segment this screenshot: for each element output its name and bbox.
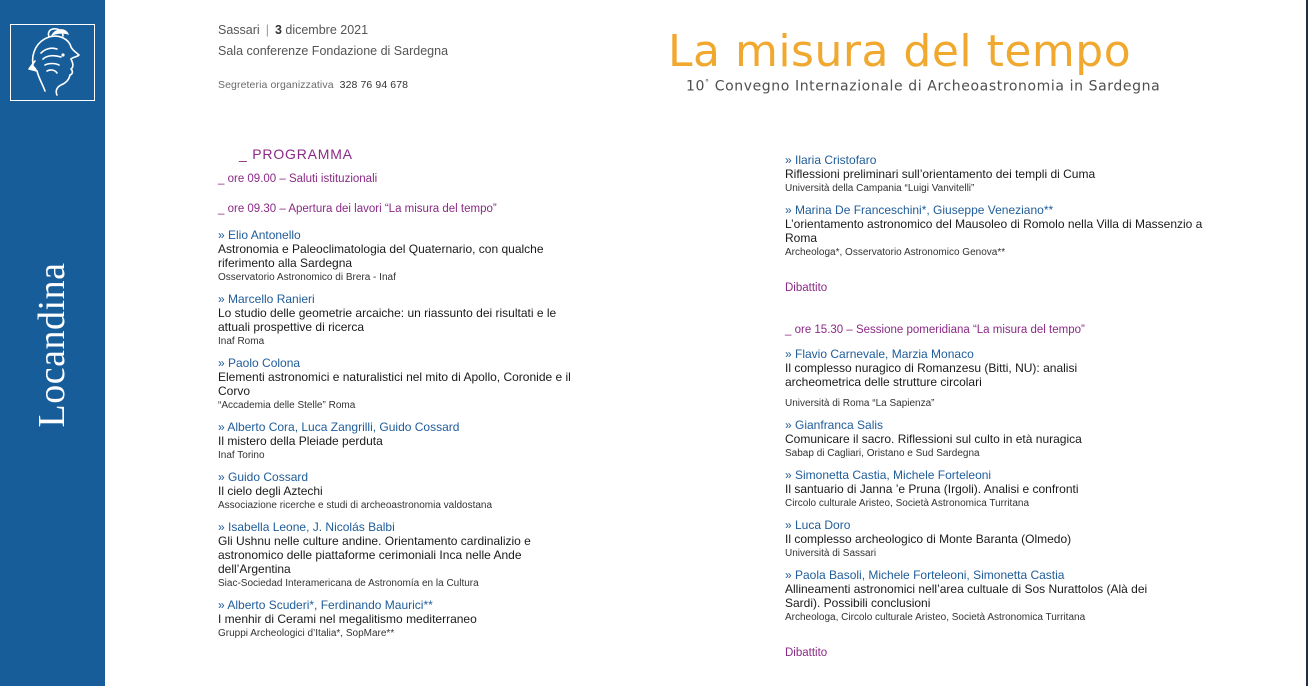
talk-entry: [785, 203, 1205, 259]
talk-speaker: » Guido Cossard: [218, 470, 309, 484]
talk-affiliation: Università di Roma “La Sapienza”: [785, 398, 935, 409]
talk-affiliation: Sabap di Cagliari, Oristano e Sud Sardegna: [785, 448, 980, 459]
sidebar-vertical-label: Locandina: [31, 262, 73, 428]
talk-title: Il complesso nuragico di Romanzesu (Bitti, NU): analisi archeometrica delle strutture circolari: [785, 361, 1078, 389]
athena-helmet-logo: [10, 24, 95, 101]
talk-affiliation: Osservatorio Astronomico di Brera - Inaf: [218, 272, 396, 283]
talk-title: Elementi astronomici e naturalistici nel mito di Apollo, Coronide e il Corvo: [218, 370, 571, 398]
talk-speaker: » Marcello Ranieri: [218, 292, 315, 306]
talk-speaker: » Simonetta Castia, Michele Forteleoni: [785, 468, 992, 482]
talk-entry: [218, 228, 588, 284]
time-slot: _ ore 09.00 – Saluti istituzionali: [218, 173, 378, 185]
talk-speaker: » Gianfranca Salis: [785, 418, 884, 432]
talk-speaker: » Isabella Leone, J. Nicolás Balbi: [218, 520, 395, 534]
program-column-left: [218, 146, 588, 648]
talk-entry: [218, 598, 588, 640]
talk-speaker: » Elio Antonello: [218, 228, 301, 242]
separator: |: [265, 23, 269, 37]
time-slot: _ ore 09.30 – Apertura dei lavori “La misura del tempo”: [218, 203, 497, 215]
talk-speaker: » Alberto Scuderi*, Ferdinando Maurici**: [218, 598, 433, 612]
edition-number: 10: [686, 78, 706, 95]
secretariat-phone: 328 76 94 678: [339, 79, 409, 91]
talk-title: Astronomia e Paleoclimatologia del Quaternario, con qualche riferimento alla Sardegna: [218, 242, 544, 270]
talk-speaker: » Marina De Franceschini*, Giuseppe Veneziano**: [785, 203, 1054, 217]
edition-text: Convegno Internazionale di Archeoastronomia in Sardegna: [714, 78, 1161, 95]
talk-title: Il complesso archeologico di Monte Baranta (Olmedo): [785, 532, 1072, 546]
poster-page: [105, 0, 1308, 686]
secretariat-label: Segreteria organizzativa: [218, 79, 334, 91]
sidebar: [0, 0, 105, 686]
program-column-right: [785, 153, 1205, 660]
talk-affiliation: Università della Campania “Luigi Vanvitelli”: [785, 183, 975, 194]
event-month-year: dicembre 2021: [285, 23, 369, 37]
talk-affiliation: Archeologa*, Osservatorio Astronomico Genova**: [785, 247, 1006, 258]
talk-title: Allineamenti astronomici nell’area cultuale di Sos Nurattolos (Alà dei Sardi). Possibili conclusioni: [785, 582, 1148, 610]
event-venue: Sala conferenze Fondazione di Sardegna: [218, 44, 449, 58]
talk-affiliation: Università di Sassari: [785, 548, 877, 559]
talk-entry: [218, 520, 588, 590]
talk-title: Gli Ushnu nelle culture andine. Orientamento cardinalizio e astronomico delle piattaforme cerimoniali Inca nelle Ande dell’Argentina: [218, 534, 531, 576]
conference-title-block: [668, 26, 1160, 95]
talk-entry: [785, 347, 1205, 410]
talk-speaker: » Paola Basoli, Michele Forteleoni, Simonetta Castia: [785, 568, 1065, 582]
conference-title: La misura del tempo: [668, 26, 1132, 77]
talk-speaker: » Paolo Colona: [218, 356, 301, 370]
talk-affiliation: Archeologa, Circolo culturale Aristeo, Società Astronomica Turritana: [785, 612, 1086, 623]
talk-entry: [785, 568, 1205, 624]
talk-title: Il cielo degli Aztechi: [218, 484, 323, 498]
event-info-header: [218, 20, 448, 91]
event-city: Sassari: [218, 23, 260, 37]
conference-subtitle: [686, 78, 1160, 95]
talk-affiliation: Inaf Roma: [218, 336, 265, 347]
secretariat-line: [218, 79, 448, 91]
talk-affiliation: Gruppi Archeologici d’Italia*, SopMare**: [218, 628, 395, 639]
talk-title: Il santuario di Janna ’e Pruna (Irgoli). Analisi e confronti: [785, 482, 1079, 496]
talk-affiliation: Inaf Torino: [218, 450, 265, 461]
talk-speaker: » Ilaria Cristofaro: [785, 153, 877, 167]
talk-entry: [785, 153, 1205, 195]
talk-title: L’orientamento astronomico del Mausoleo di Romolo nella Villa di Massenzio a Roma: [785, 217, 1203, 245]
talk-affiliation: Siac-Sociedad Interamericana de Astronomía en la Cultura: [218, 578, 479, 589]
edition-degree-sign: °: [705, 78, 710, 87]
talk-affiliation: Associazione ricerche e studi di archeoastronomia valdostana: [218, 500, 493, 511]
talk-title: Il mistero della Pleiade perduta: [218, 434, 383, 448]
talk-title: Comunicare il sacro. Riflessioni sul culto in età nuragica: [785, 432, 1082, 446]
talk-title: Lo studio delle geometrie arcaiche: un riassunto dei risultati e le attuali prospettive di ricerca: [218, 306, 557, 334]
talk-title: Riflessioni preliminari sull’orientamento dei templi di Cuma: [785, 167, 1096, 181]
talk-affiliation: “Accademia delle Stelle” Roma: [218, 400, 356, 411]
talk-entry: [218, 420, 588, 462]
talk-speaker: » Luca Doro: [785, 518, 851, 532]
talk-speaker: » Alberto Cora, Luca Zangrilli, Guido Cossard: [218, 420, 460, 434]
time-slot: _ ore 15.30 – Sessione pomeridiana “La misura del tempo”: [785, 324, 1085, 336]
program-heading: _ PROGRAMMA: [239, 146, 353, 162]
event-date-line: [218, 20, 448, 41]
talk-affiliation: Circolo culturale Aristeo, Società Astronomica Turritana: [785, 498, 1029, 509]
talk-entry: [218, 470, 588, 512]
talk-entry: [218, 356, 588, 412]
talk-entry: [785, 518, 1205, 560]
talk-title: I menhir di Cerami nel megalitismo mediterraneo: [218, 612, 477, 626]
talk-entry: [785, 418, 1205, 460]
debate-label: Dibattito: [785, 647, 828, 659]
talk-entry: [785, 468, 1205, 510]
talk-entry: [218, 292, 588, 348]
talk-speaker: » Flavio Carnevale, Marzia Monaco: [785, 347, 974, 361]
event-day: 3: [274, 23, 282, 37]
debate-label: Dibattito: [785, 282, 828, 294]
